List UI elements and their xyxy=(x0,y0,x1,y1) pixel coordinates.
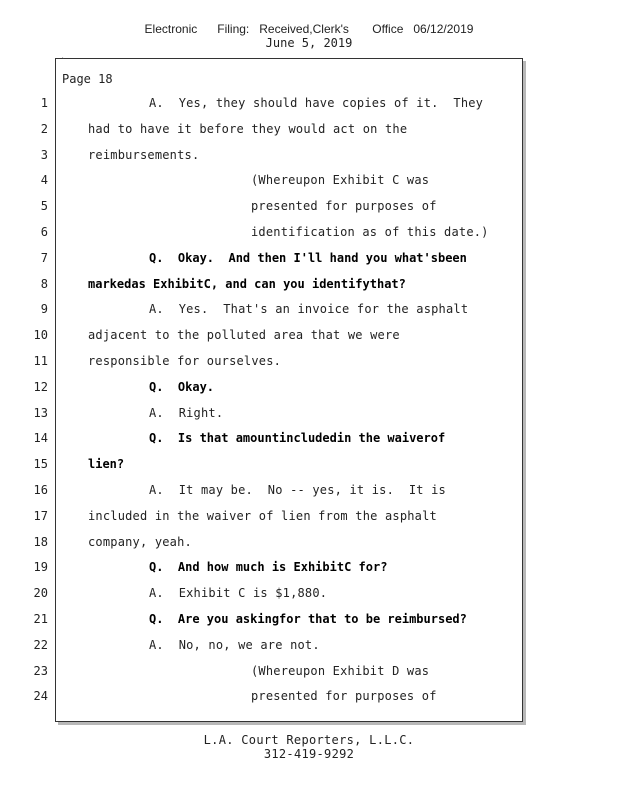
question-text: lien? xyxy=(88,457,125,472)
transcript-line xyxy=(0,327,618,345)
line-text: presented for purposes of xyxy=(251,689,437,704)
line-number: 14 xyxy=(33,431,48,446)
question-text: Q. Okay. xyxy=(149,379,215,394)
transcript-line xyxy=(0,663,618,681)
transcript-line xyxy=(0,430,618,448)
transcript-line xyxy=(0,482,618,500)
line-text: A. Yes. That's an invoice for the asphalt xyxy=(149,302,469,317)
line-text: had to have it before they would act on the xyxy=(88,121,408,136)
question-text: Q. And how much is ExhibitC for? xyxy=(149,560,388,575)
transcript-line xyxy=(0,147,618,165)
transcript-line xyxy=(0,198,618,216)
filing-stamp: Electronic Filing: Received,Clerk's Office 06/12/2019 xyxy=(144,22,474,36)
line-number: 1 xyxy=(40,96,48,110)
line-text: responsible for ourselves. xyxy=(88,354,282,368)
transcript-line xyxy=(0,559,618,577)
question-text: Q. Is that amountincludedin the waiverof xyxy=(149,431,446,446)
transcript-line xyxy=(0,637,618,655)
line-number: 7 xyxy=(40,250,48,265)
line-number: 10 xyxy=(33,328,48,343)
line-number: 17 xyxy=(33,508,48,523)
line-number: 19 xyxy=(33,560,48,575)
transcript-line xyxy=(0,172,618,190)
transcript-line xyxy=(0,456,618,474)
line-number: 16 xyxy=(33,483,48,497)
line-number: 3 xyxy=(40,147,48,162)
line-number: 21 xyxy=(33,612,48,626)
question-text: Q. Okay. And then I'll hand you what'sbeen xyxy=(149,250,467,265)
line-number: 22 xyxy=(33,637,48,652)
transcript-line xyxy=(0,405,618,423)
transcript-date: June 5, 2019 xyxy=(265,36,353,50)
line-text: reimbursements. xyxy=(88,147,200,162)
line-number: 18 xyxy=(33,534,48,549)
line-number: 4 xyxy=(40,173,48,188)
line-number: 8 xyxy=(40,276,48,291)
line-number: 5 xyxy=(40,199,48,214)
transcript-line xyxy=(0,353,618,371)
line-text: presented for purposes of xyxy=(251,199,437,214)
line-number: 13 xyxy=(33,405,48,420)
line-text: company, yeah. xyxy=(88,534,192,549)
transcript-line xyxy=(0,224,618,242)
transcript-line xyxy=(0,95,618,113)
corner-mark: ` xyxy=(61,57,66,66)
line-text: A. Exhibit C is $1,880. xyxy=(149,586,328,601)
transcript-line xyxy=(0,250,618,268)
transcript-line xyxy=(0,688,618,706)
transcript-line xyxy=(0,534,618,552)
line-number: 6 xyxy=(40,225,48,239)
line-number: 2 xyxy=(40,121,48,136)
line-text: A. Yes, they should have copies of it. They xyxy=(149,96,484,110)
line-text: adjacent to the polluted area that we were xyxy=(88,328,400,343)
line-text: included in the waiver of lien from the asphalt xyxy=(88,508,437,523)
line-text: A. It may be. No -- yes, it is. It is xyxy=(149,483,446,497)
line-number: 23 xyxy=(33,663,48,678)
line-number: 15 xyxy=(33,457,48,472)
line-number: 20 xyxy=(33,586,48,601)
question-text: markedas ExhibitC, and can you identifythat? xyxy=(88,276,406,291)
line-number: 9 xyxy=(40,302,48,317)
transcript-line xyxy=(0,121,618,139)
line-number: 24 xyxy=(33,689,48,704)
line-text: identification as of this date.) xyxy=(251,225,489,239)
transcript-line xyxy=(0,508,618,526)
line-number: 12 xyxy=(33,379,48,394)
transcript-line xyxy=(0,379,618,397)
page-label: Page 18 xyxy=(62,72,113,86)
line-text: (Whereupon Exhibit D was xyxy=(251,663,430,678)
transcript-line xyxy=(0,276,618,294)
reporter-phone: 312-419-9292 xyxy=(263,747,355,761)
transcript-line xyxy=(0,611,618,629)
line-text: A. No, no, we are not. xyxy=(149,637,320,652)
line-number: 11 xyxy=(33,354,48,368)
line-text: (Whereupon Exhibit C was xyxy=(251,173,430,188)
question-text: Q. Are you askingfor that to be reimbursed? xyxy=(149,612,467,626)
reporter-name: L.A. Court Reporters, L.L.C. xyxy=(203,733,415,747)
line-text: A. Right. xyxy=(149,405,224,420)
transcript-line xyxy=(0,585,618,603)
transcript-line xyxy=(0,301,618,319)
